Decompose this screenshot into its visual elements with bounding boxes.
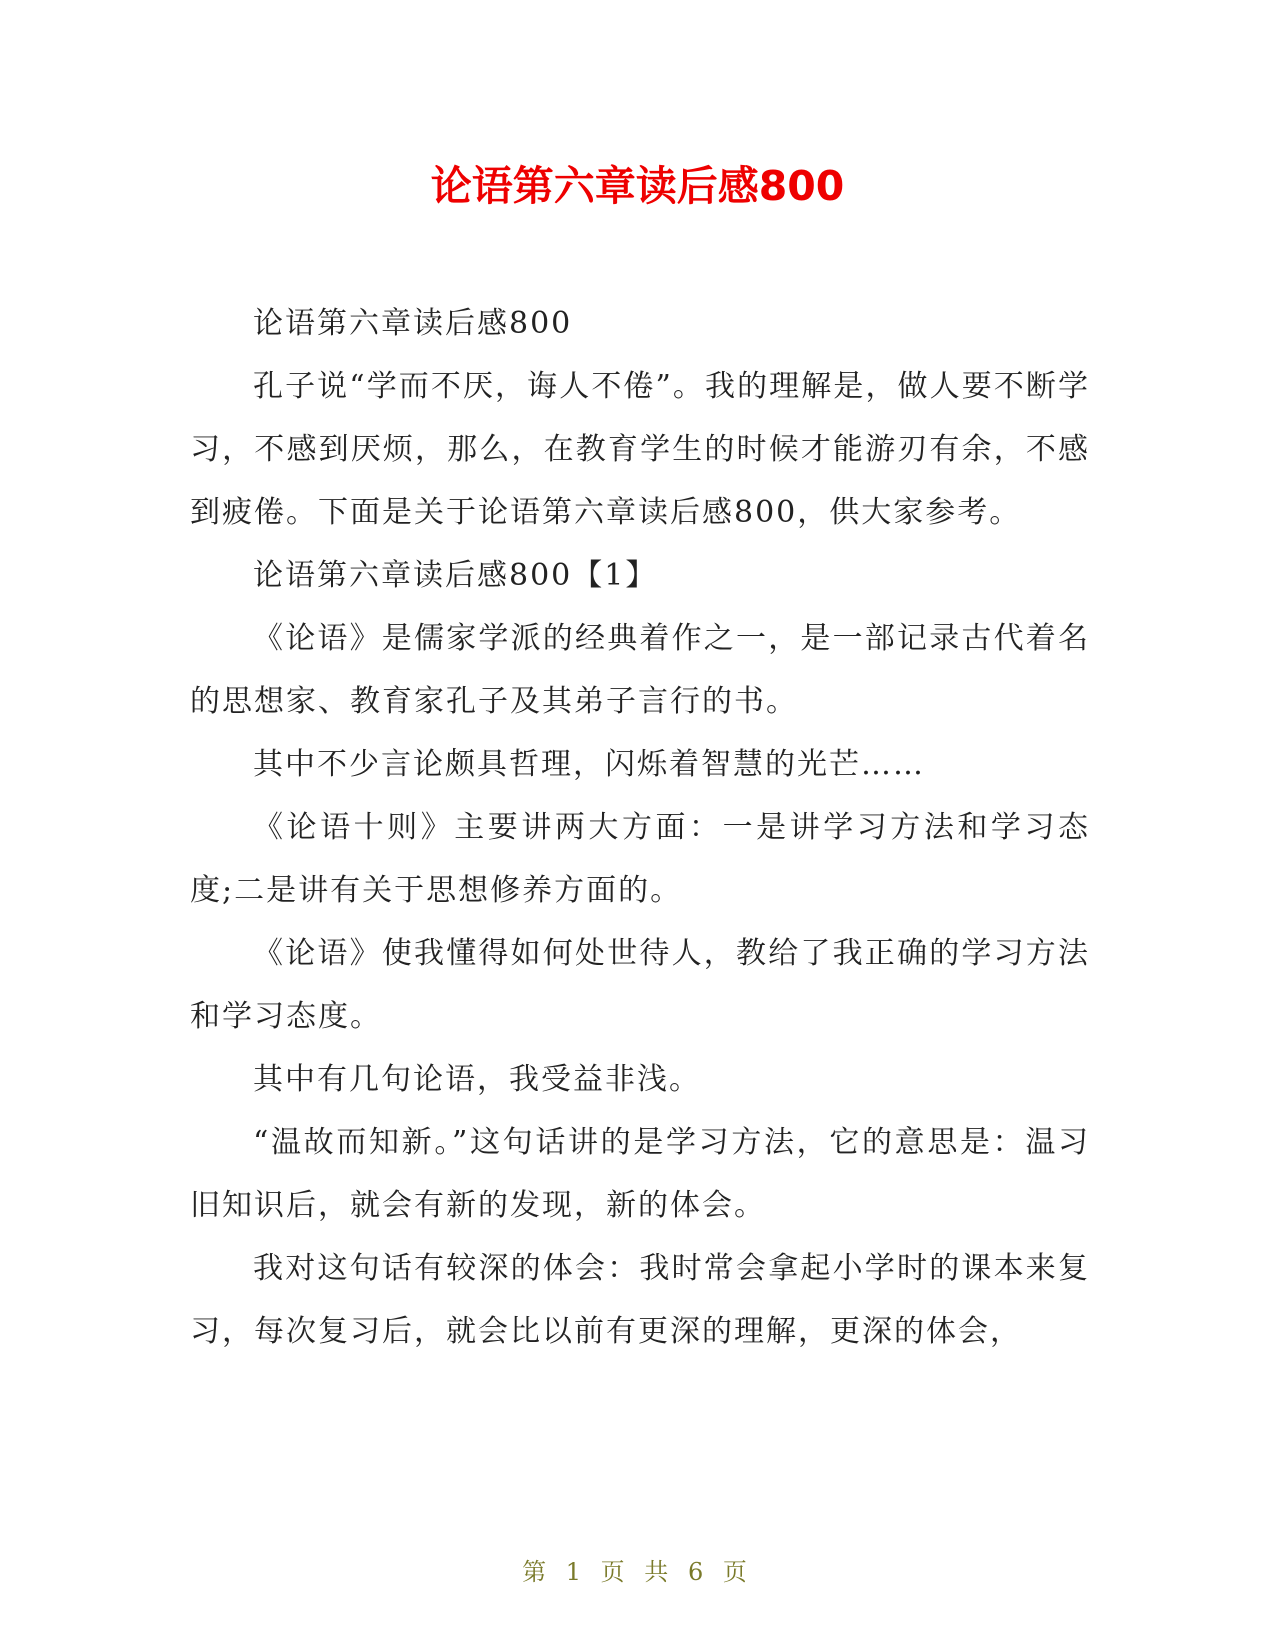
paragraph: 其中不少言论颇具哲理，闪烁着智慧的光芒…… [253,747,925,782]
paragraph-subtitle: 论语第六章读后感800 [253,306,573,341]
paragraph-section-heading: 论语第六章读后感800【1】 [253,558,658,593]
paragraph: 《论语》使我懂得如何处世待人，教给了我正确的学习方法和学习态度。 [190,936,1090,1034]
paragraph: 《论语十则》主要讲两大方面：一是讲学习方法和学习态度;二是讲有关于思想修养方面的。 [190,810,1090,908]
document-body [190,292,1090,1363]
paragraph: 我对这句话有较深的体会：我时常会拿起小学时的课本来复习，每次复习后，就会比以前有更深的理解，更深的体会， [190,1251,1090,1349]
document-title: 论语第六章读后感800 [430,162,845,210]
paragraph: “温故而知新。”这句话讲的是学习方法，它的意思是：温习旧知识后，就会有新的发现，新的体会。 [190,1125,1090,1223]
paragraph: 《论语》是儒家学派的经典着作之一，是一部记录古代着名的思想家、教育家孔子及其弟子言行的书。 [190,621,1090,719]
page-number-footer: 第 1 页 共 6 页 [522,1558,753,1586]
paragraph: 其中有几句论语，我受益非浅。 [253,1062,701,1097]
paragraph-intro: 孔子说“学而不厌，诲人不倦”。我的理解是，做人要不断学习，不感到厌烦，那么，在教育学生的时候才能游刃有余，不感到疲倦。下面是关于论语第六章读后感800，供大家参考。 [190,369,1090,530]
